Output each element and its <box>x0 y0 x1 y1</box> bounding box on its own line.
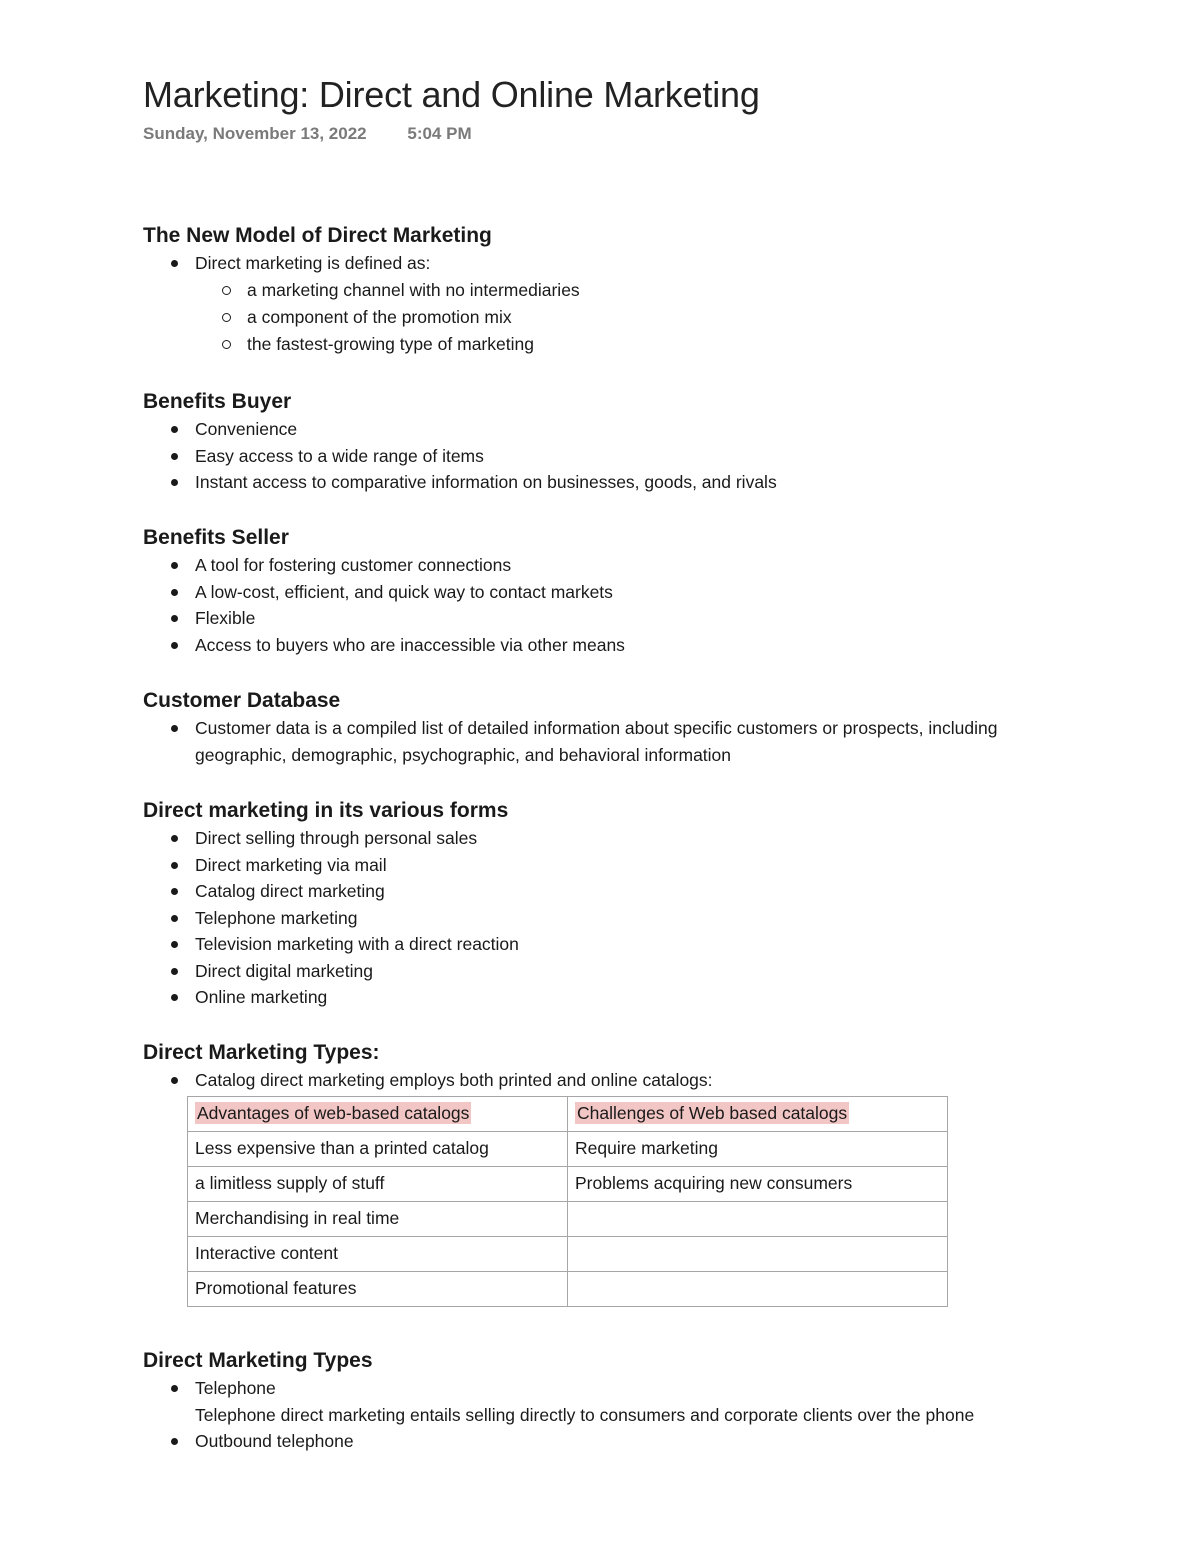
table-cell: Require marketing <box>568 1131 948 1166</box>
list-item: Television marketing with a direct reaction <box>143 931 1043 958</box>
table-header-row <box>188 1096 948 1131</box>
list-item: Outbound telephone <box>143 1428 1043 1455</box>
list-item: Direct digital marketing <box>143 958 1043 985</box>
list-item: A tool for fostering customer connections <box>143 552 1043 579</box>
list-item-title: Telephone <box>195 1378 276 1398</box>
bullet-list <box>143 1375 1043 1455</box>
section-forms <box>143 797 1043 1011</box>
table-header-cell <box>188 1096 568 1131</box>
section-heading: The New Model of Direct Marketing <box>143 224 492 247</box>
page-title: Marketing: Direct and Online Marketing <box>143 74 760 115</box>
table-row <box>188 1131 948 1166</box>
list-item: Convenience <box>143 416 1043 443</box>
list-item: Catalog direct marketing <box>143 878 1043 905</box>
table-cell <box>568 1271 948 1306</box>
section-heading: Direct Marketing Types <box>143 1349 373 1372</box>
table-cell: a limitless supply of stuff <box>188 1166 568 1201</box>
list-item: Flexible <box>143 605 1043 632</box>
section-heading: Customer Database <box>143 689 341 712</box>
page-metadata <box>143 124 1043 150</box>
section-heading: Benefits Seller <box>143 526 289 549</box>
list-item <box>143 1375 1035 1428</box>
highlighted-header-text: Challenges of Web based catalogs <box>577 1103 848 1123</box>
highlighted-header-text: Advantages of web-based catalogs <box>197 1103 470 1123</box>
page-date: Sunday, November 13, 2022 <box>143 124 367 143</box>
bullet-list <box>143 552 1043 658</box>
bullet-list <box>143 416 1043 496</box>
document-page <box>143 70 1043 150</box>
table-cell <box>568 1236 948 1271</box>
list-item: Online marketing <box>143 984 1043 1011</box>
list-item: A low-cost, efficient, and quick way to contact markets <box>143 579 1043 606</box>
list-item: Direct marketing via mail <box>143 852 1043 879</box>
table-cell: Problems acquiring new consumers <box>568 1166 948 1201</box>
list-item-detail: Telephone direct marketing entails selling directly to consumers and corporate clients over the phone <box>195 1404 975 1425</box>
page-time: 5:04 PM <box>407 124 472 143</box>
section-heading: Direct Marketing Types: <box>143 1041 380 1064</box>
section-benefits-seller <box>143 524 1043 658</box>
list-item: Easy access to a wide range of items <box>143 443 1043 470</box>
bullet-list <box>143 1067 1043 1094</box>
list-item: Catalog direct marketing employs both printed and online catalogs: <box>143 1067 1043 1094</box>
list-item: Direct marketing is defined as: <box>143 250 1043 277</box>
list-item: Direct selling through personal sales <box>143 825 1043 852</box>
sub-list-item: the fastest-growing type of marketing <box>143 331 1043 358</box>
section-customer-database <box>143 687 1043 768</box>
section-benefits-buyer <box>143 388 1043 496</box>
table-row <box>188 1271 948 1306</box>
sub-list-item: a component of the promotion mix <box>143 304 1043 331</box>
table-row <box>188 1166 948 1201</box>
table-cell <box>568 1201 948 1236</box>
list-item: Telephone marketing <box>143 905 1043 932</box>
list-item: Access to buyers who are inaccessible via other means <box>143 632 1043 659</box>
bullet-list <box>143 250 1043 358</box>
section-new-model <box>143 222 1043 358</box>
table-cell: Merchandising in real time <box>188 1201 568 1236</box>
section-types-telephone <box>143 1347 1043 1455</box>
section-types-catalog <box>143 1039 1043 1307</box>
table-row <box>188 1236 948 1271</box>
catalog-comparison-table <box>187 1096 948 1307</box>
bullet-list <box>143 715 1043 768</box>
list-item: Customer data is a compiled list of detailed information about specific customers or prospects, including geographic, demographic, psychographic, and behavioral information <box>143 715 1035 768</box>
table-row <box>188 1201 948 1236</box>
bullet-list <box>143 825 1043 1011</box>
table-cell: Promotional features <box>188 1271 568 1306</box>
section-heading: Direct marketing in its various forms <box>143 799 509 822</box>
sub-list-item: a marketing channel with no intermediaries <box>143 277 1043 304</box>
table-cell: Interactive content <box>188 1236 568 1271</box>
list-item: Instant access to comparative information on businesses, goods, and rivals <box>143 469 1043 496</box>
section-heading: Benefits Buyer <box>143 390 292 413</box>
table-header-cell <box>568 1096 948 1131</box>
table-cell: Less expensive than a printed catalog <box>188 1131 568 1166</box>
